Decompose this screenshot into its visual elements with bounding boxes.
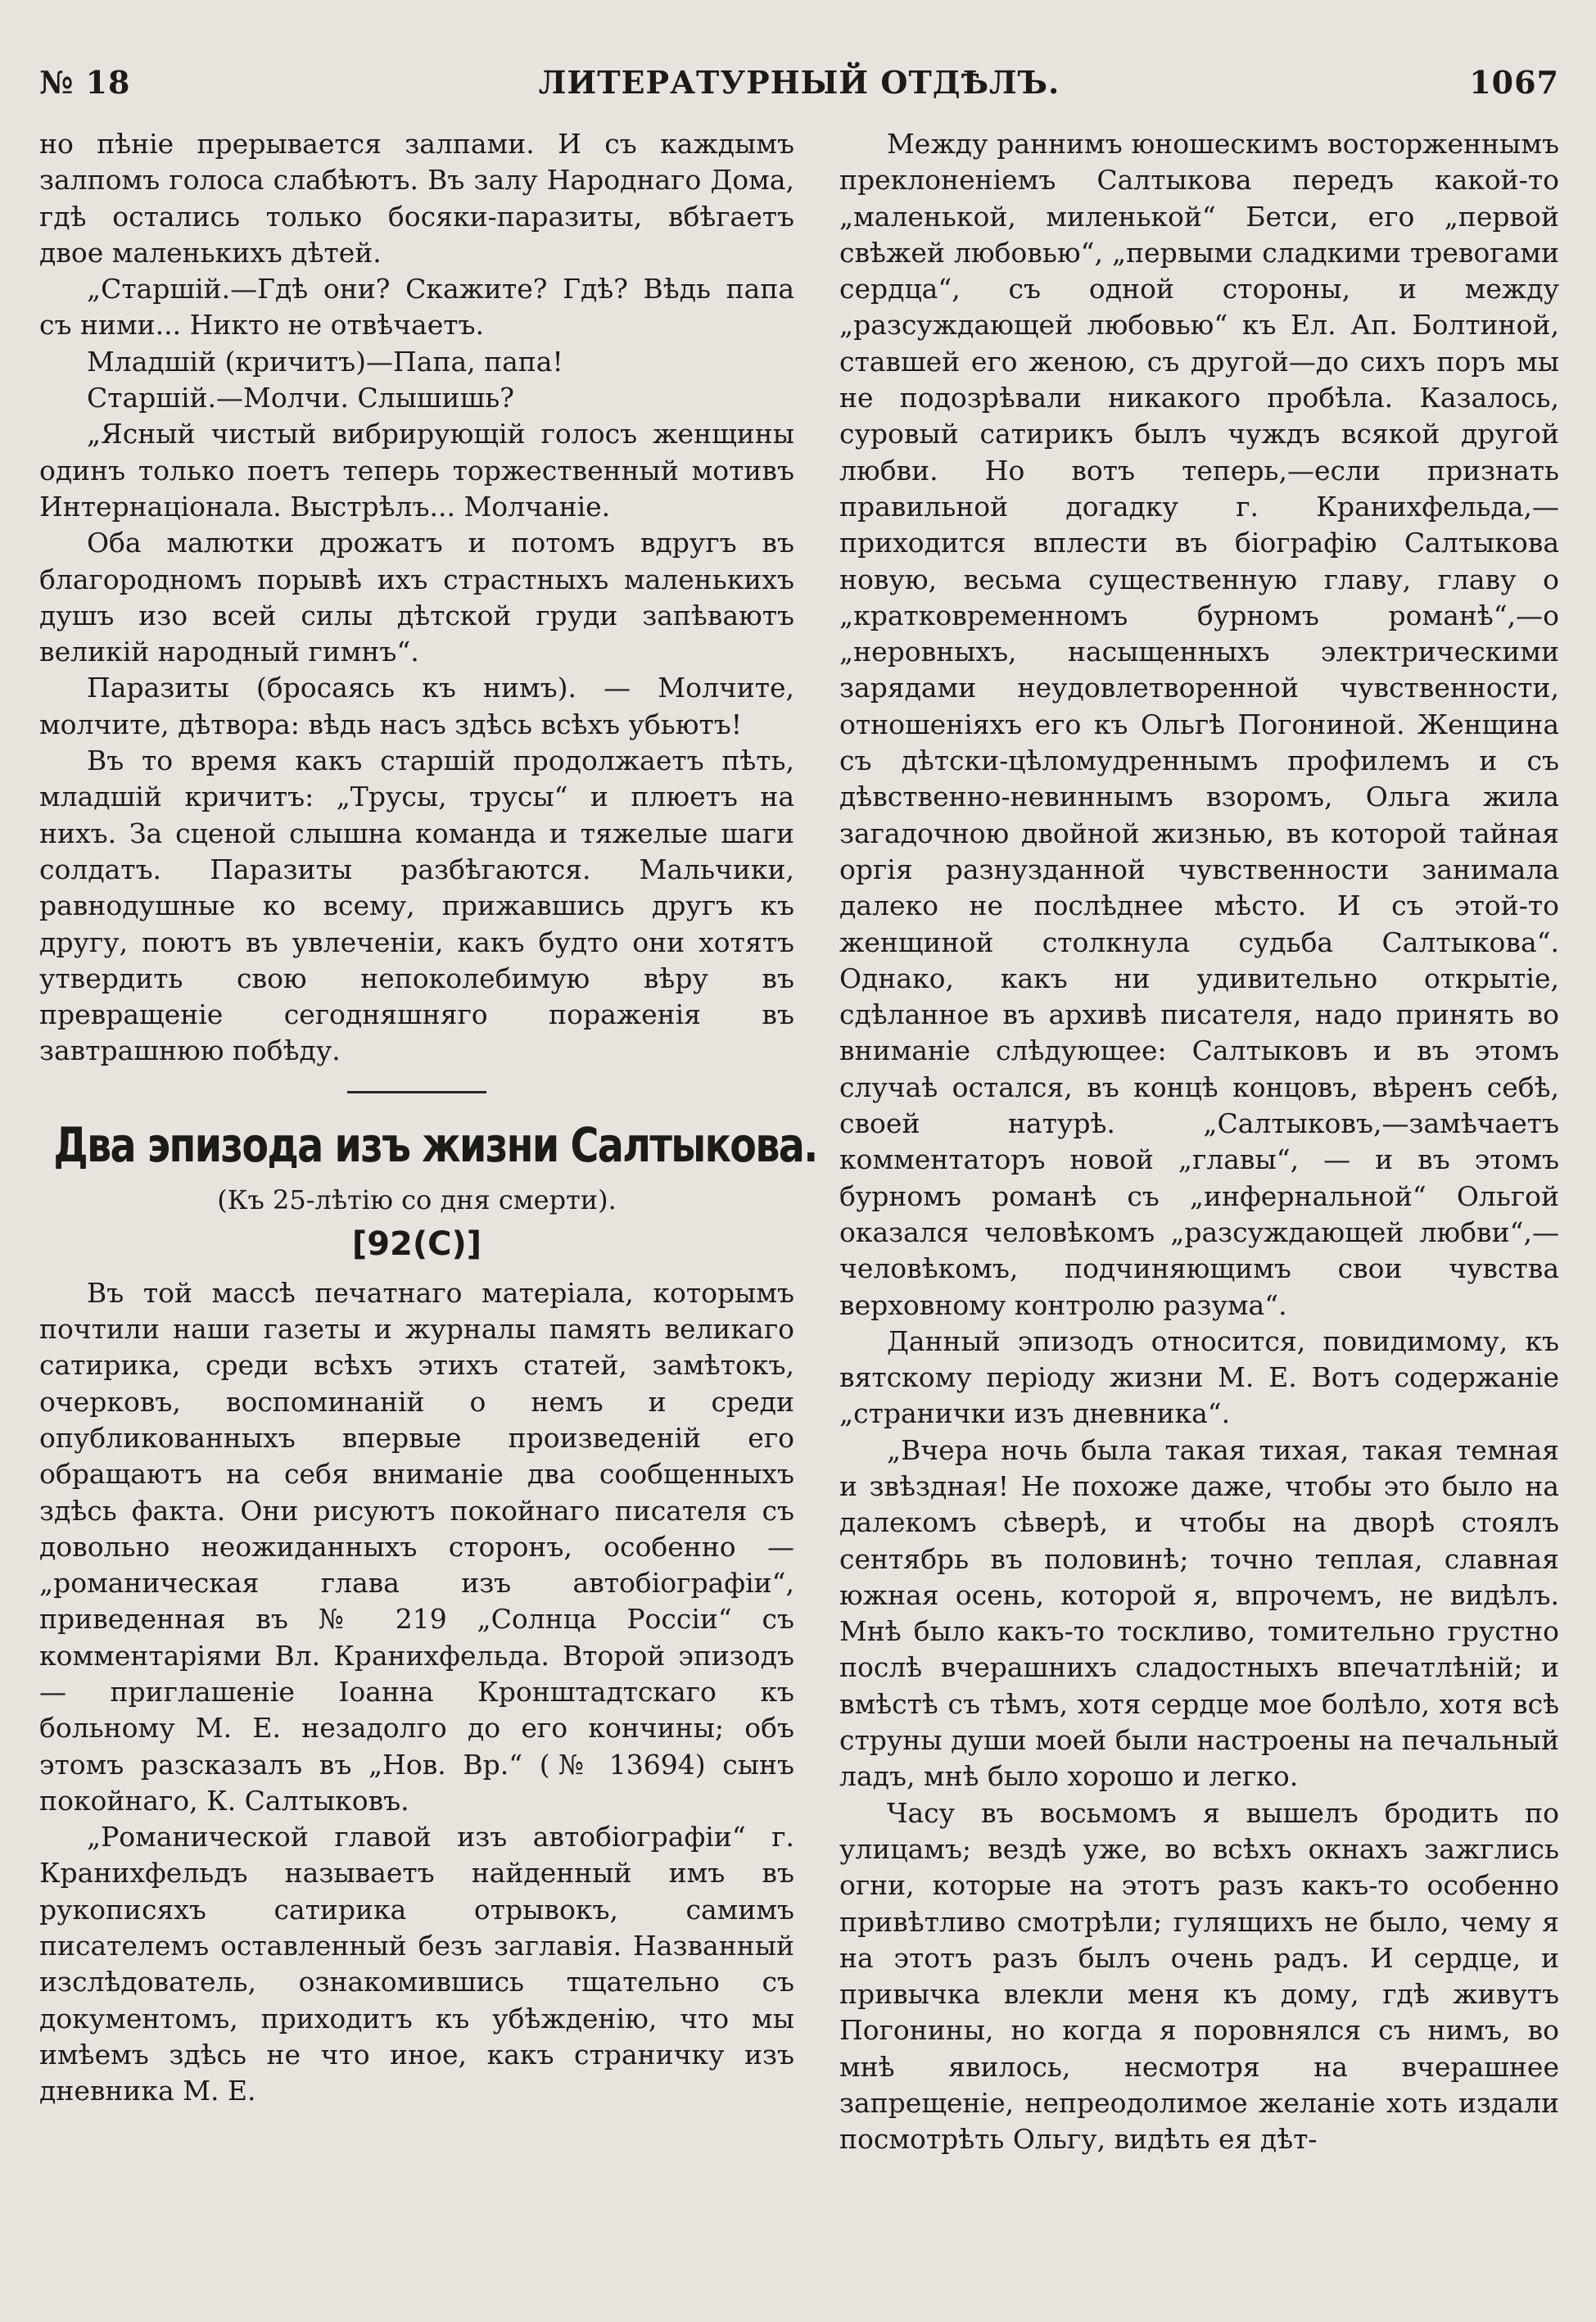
paragraph: Въ той массѣ печатнаго матеріала, которымъ почтили наши газеты и журналы память великаго сатирика, среди всѣхъ этихъ статей, замѣтокъ, очерковъ, воспоминаній о немъ и среди опубликованныхъ впервые произведеній его обращаютъ на себя вниманіе два сообщенныхъ здѣсь факта. Они рисуютъ покойнаго писателя съ довольно неожиданныхъ сторонъ, особенно — „романическая глава изъ автобіографіи“, приведенная въ № 219 „Солнца Россіи“ съ комментаріями Вл. Кранихфельда. Второй эпизодъ — приглашеніе Іоанна Кронштадтскаго къ больному М. Е. незадолго до его кончины; объ этомъ разсказалъ въ „Нов. Вр.“ (№ 13694) сынъ покойнаго, К. Салтыковъ. <box>39 1276 794 1817</box>
issue-number: № 18 <box>39 64 131 101</box>
paragraph: Оба малютки дрожатъ и потомъ вдругъ въ благородномъ порывѣ ихъ страстныхъ маленькихъ душъ изо всей силы дѣтской груди запѣваютъ великій народный гимнъ“. <box>39 527 794 668</box>
paragraph: но пѣніе прерывается залпами. И съ каждымъ залпомъ голоса слабѣютъ. Въ залу Народнаго Дома, гдѣ остались только босяки-паразиты, вбѣгаетъ двое маленькихъ дѣтей. <box>39 128 794 269</box>
article-subtitle: (Къ 25-лѣтію со дня смерти). <box>217 1184 617 1215</box>
paragraph: Часу въ восьмомъ я вышелъ бродить по улицамъ; вездѣ уже, во всѣхъ окнахъ зажглись огни, которые на этотъ разъ какъ-то особенно привѣтливо смотрѣли; гулящихъ не было, чему я на этотъ разъ былъ очень радъ. И сердце, и привычка влекли меня къ дому, гдѣ живутъ Погонины, но когда я поровнялся съ нимъ, во мнѣ явилось, несмотря на вчерашнее запрещеніе, непреодолимое желаніе хоть издали посмотрѣть Ольгу, видѣть ея дѣт- <box>839 1796 1559 2156</box>
paragraph: Данный эпизодъ относится, повидимому, къ вятскому періоду жизни М. Е. Вотъ содержаніе „странички изъ дневника“. <box>839 1324 1559 1430</box>
running-header <box>39 64 1559 113</box>
section-divider <box>347 1091 486 1093</box>
paragraph: „Вчера ночь была такая тихая, такая темная и звѣздная! Не похоже даже, чтобы это было на далекомъ сѣверѣ, и чтобы на дворѣ стоялъ сентябрь въ половинѣ; точно теплая, славная южная осень, которой я, впрочемъ, не видѣлъ. Мнѣ было какъ-то тоскливо, томительно грустно послѣ вчерашнихъ сладостныхъ впечатлѣній; и вмѣстѣ съ тѣмъ, хотя сердце мое болѣло, хотя всѣ струны души моей были настроены на печальный ладъ, мнѣ было хорошо и легко. <box>839 1433 1559 1793</box>
page-number: 1067 <box>1469 64 1559 101</box>
article-code: [92(С)] <box>351 1224 482 1263</box>
section-title: ЛИТЕРАТУРНЫЙ ОТДѢЛЪ. <box>538 64 1060 101</box>
article-title: Два эпизода изъ жизни Салтыкова. <box>53 1116 817 1173</box>
paragraph: Старшій.—Молчи. Слышишь? <box>87 382 514 414</box>
paragraph: Между раннимъ юношескимъ восторженнымъ преклоненіемъ Салтыкова передъ какой-то „маленькой, миленькой“ Бетси, его „первой свѣжей любовью“, „первыми сладкими тревогами сердца“, съ одной стороны, и между „разсуждающей любовью“ къ Ел. Ап. Болтиной, ставшей его женою, съ другой—до сихъ поръ мы не подозрѣвали никакого пробѣла. Казалось, суровый сатирикъ былъ чуждъ всякой другой любви. Но вотъ теперь,—если признать правильной догадку г. Кранихфельда,—приходится вплести въ біографію Салтыкова новую, весьма существенную главу, главу о „кратковременномъ бурномъ романѣ“,—о „неровныхъ, насыщенныхъ электрическими зарядами неудовлетворенной чувственности, отношеніяхъ его къ Ольгѣ Погониной. Женщина съ дѣтски-цѣломудреннымъ профилемъ и съ дѣвственно-невиннымъ взоромъ, Ольга жила загадочною двойной жизнью, въ которой тайная оргія разнузданной чувственности занимала далеко не послѣднее мѣсто. И съ этой-то женщиной столкнула судьба Салтыкова“. Однако, какъ ни удивительно открытіе, сдѣланное въ архивѣ писателя, надо принять во вниманіе слѣдующее: Салтыковъ и въ этомъ случаѣ остался, въ концѣ концовъ, вѣренъ себѣ, своей натурѣ. „Салтыковъ,—замѣчаетъ комментаторъ новой „главы“, — и въ этомъ бурномъ романѣ съ „инфернальной“ Ольгой оказался человѣкомъ „разсуждающей любви“,—человѣкомъ, подчиняющимъ свои чувства верховному контролю разума“. <box>839 128 1559 1321</box>
paragraph: „Ясный чистый вибрирующій голосъ женщины одинъ только поетъ теперь торжественный мотивъ Интернаціонала. Выстрѣлъ... Молчаніе. <box>39 418 794 523</box>
paragraph: Паразиты (бросаясь къ нимъ). — Молчите, молчите, дѣтвора: вѣдь насъ здѣсь всѣхъ убьютъ! <box>39 672 794 740</box>
paragraph: „Старшій.—Гдѣ они? Скажите? Гдѣ? Вѣдь папа съ ними... Никто не отвѣчаетъ. <box>39 273 794 342</box>
left-column <box>39 126 817 2158</box>
paragraph: Въ то время какъ старшій продолжаетъ пѣть, младшій кричитъ: „Трусы, трусы“ и плюетъ на нихъ. За сценой слышна команда и тяжелые шаги солдатъ. Паразиты разбѣгаются. Мальчики, равнодушные ко всему, прижавшись другъ къ другу, поютъ въ увлеченіи, какъ будто они хотятъ утвердить свою непоколебимую вѣру въ превращеніе сегодняшняго пораженія въ завтрашнюю побѣду. <box>39 745 794 1067</box>
paragraph: „Романической главой изъ автобіографіи“ г. Кранихфельдъ называетъ найденный имъ въ рукописяхъ сатирика отрывокъ, самимъ писателемъ оставленный безъ заглавія. Названный изслѣдователь, ознакомившись тщательно съ документомъ, приходитъ къ убѣжденію, что мы имѣемъ здѣсь не что иное, какъ страничку изъ дневника М. Е. <box>39 1821 794 2107</box>
right-column <box>839 126 1559 2158</box>
paragraph: Младшій (кричитъ)—Папа, папа! <box>87 345 563 378</box>
